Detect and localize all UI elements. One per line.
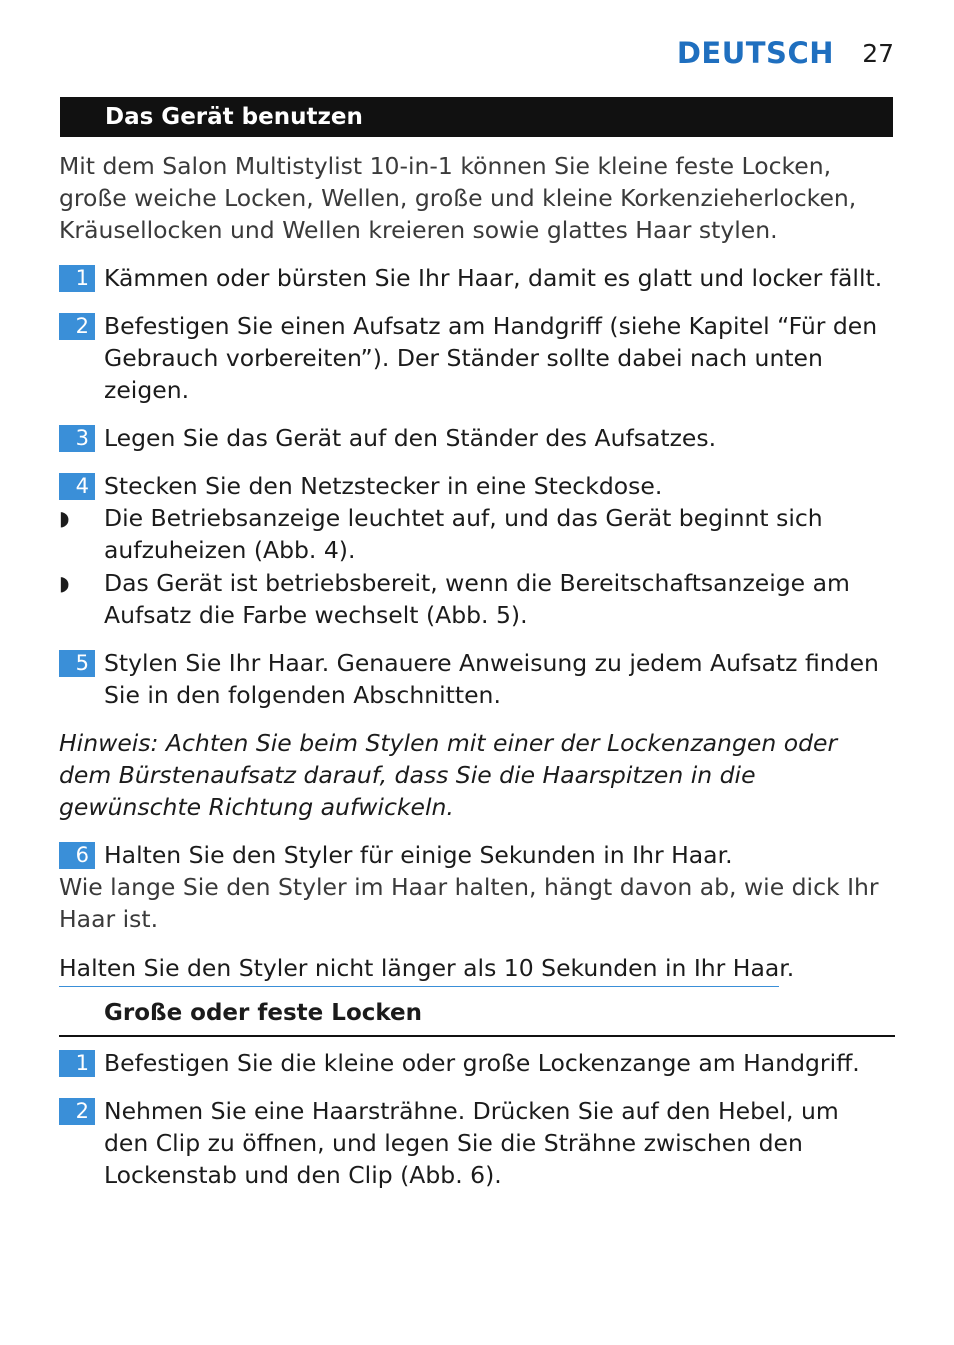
step-6-detail: Wie lange Sie den Styler im Haar halten, hängt davon ab, wie dick Ihr Haar ist. (59, 873, 879, 933)
section-title: Das Gerät benutzen (105, 104, 363, 130)
warning-text: Halten Sie den Styler nicht länger als 10 Sekunden in Ihr Haar. (59, 954, 795, 982)
step-3 (59, 422, 889, 454)
step-1 (59, 262, 889, 294)
section-title-bar (60, 97, 893, 137)
bullet-item (59, 502, 889, 566)
subsection-title: Große oder feste Locken (104, 1000, 423, 1026)
step-text: Nehmen Sie eine Haarsträhne. Drücken Sie auf den Hebel, um den Clip zu öffnen, und legen Sie die Strähne zwischen den Lockenstab und den Clip (Abb. 6). (104, 1097, 839, 1189)
sub-step-2 (59, 1095, 889, 1191)
step-4 (59, 470, 889, 502)
step-2 (59, 310, 889, 406)
step-number: 1 (59, 265, 95, 292)
subsection-rule (59, 1035, 895, 1037)
step-number: 2 (59, 313, 95, 340)
hint-note: Hinweis: Achten Sie beim Stylen mit einer der Lockenzangen oder dem Bürstenaufsatz darauf, dass Sie die Haarspitzen in die gewünschte Richtung aufwickeln. (59, 729, 838, 821)
bullet-icon: ◗ (59, 506, 70, 530)
page-header (0, 36, 954, 76)
step-5 (59, 647, 889, 711)
step-text: Befestigen Sie die kleine oder große Lockenzange am Handgriff. (104, 1049, 860, 1077)
bullet-text: Das Gerät ist betriebsbereit, wenn die Bereitschaftsanzeige am Aufsatz die Farbe wechselt (Abb. 5). (104, 569, 850, 629)
step-text: Stylen Sie Ihr Haar. Genauere Anweisung zu jedem Aufsatz finden Sie in den folgenden Abschnitten. (104, 649, 879, 709)
step-text: Befestigen Sie einen Aufsatz am Handgriff (siehe Kapitel “Für den Gebrauch vorbereiten”). Der Ständer sollte dabei nach unten zeigen. (104, 312, 878, 404)
sub-step-1 (59, 1047, 889, 1079)
step-text: Halten Sie den Styler für einige Sekunden in Ihr Haar. (104, 841, 733, 869)
step-text: Stecken Sie den Netzstecker in eine Steckdose. (104, 472, 663, 500)
page-number: 27 (862, 39, 894, 68)
language-label: DEUTSCH (676, 36, 834, 70)
step-number: 2 (59, 1098, 95, 1125)
step-number: 6 (59, 842, 95, 869)
warning-underline (59, 986, 779, 987)
step-text: Kämmen oder bürsten Sie Ihr Haar, damit es glatt und locker fällt. (104, 264, 883, 292)
step-text: Legen Sie das Gerät auf den Ständer des Aufsatzes. (104, 424, 717, 452)
step-number: 1 (59, 1050, 95, 1077)
bullet-text: Die Betriebsanzeige leuchtet auf, und das Gerät beginnt sich aufzuheizen (Abb. 4). (104, 504, 823, 564)
step-6 (59, 839, 889, 871)
step-number: 5 (59, 650, 95, 677)
step-number: 3 (59, 425, 95, 452)
bullet-item (59, 567, 889, 631)
step-number: 4 (59, 473, 95, 500)
bullet-icon: ◗ (59, 571, 70, 595)
intro-paragraph: Mit dem Salon Multistylist 10-in-1 können Sie kleine feste Locken, große weiche Locken, Wellen, große und kleine Korkenzieherlocken, Kräusellocken und Wellen kreieren sowie glattes Haar stylen. (59, 152, 857, 244)
